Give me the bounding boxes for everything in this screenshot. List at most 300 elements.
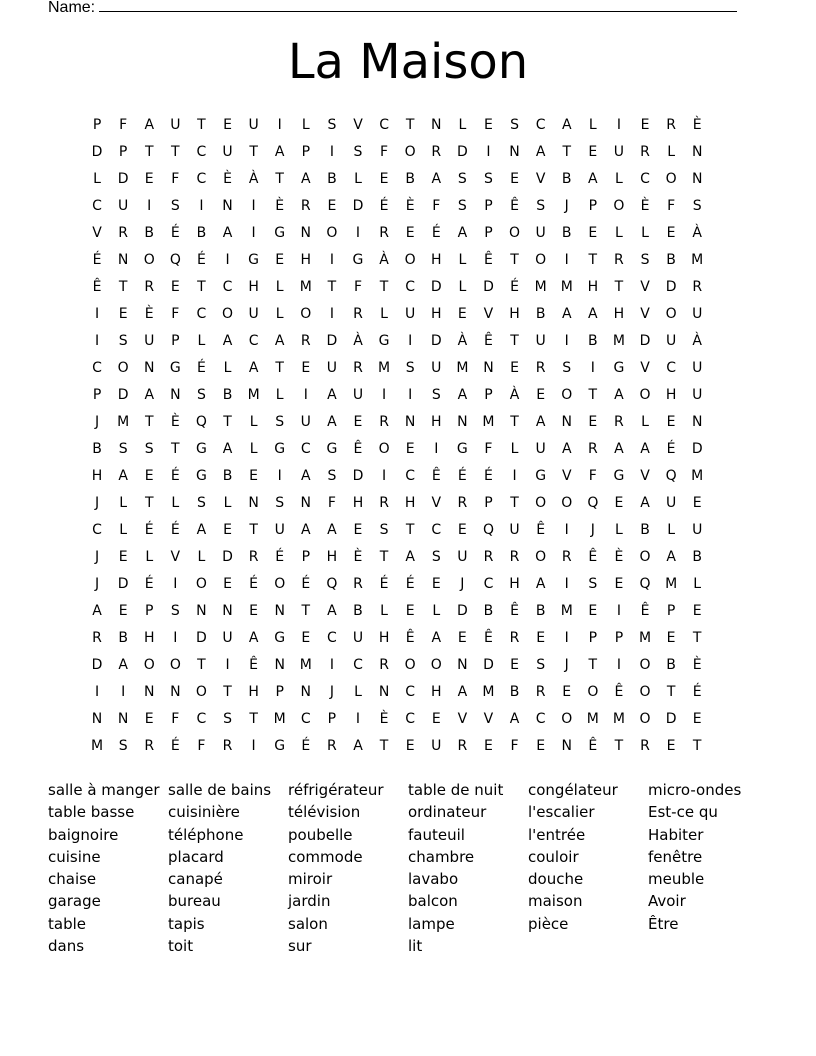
page-title: La Maison: [287, 34, 529, 90]
grid-letter: L: [197, 549, 206, 565]
grid-letter: B: [535, 306, 546, 322]
grid-letter: M: [482, 414, 495, 430]
grid-letter: I: [355, 225, 361, 241]
grid-letter: O: [300, 306, 312, 322]
grid-letter: É: [144, 522, 154, 538]
grid-letter: T: [249, 144, 258, 160]
grid-row: [84, 679, 710, 706]
grid-letter: D: [117, 171, 129, 187]
grid-letter: E: [405, 738, 415, 754]
grid-letter: Ê: [353, 441, 363, 457]
grid-letter: H: [665, 387, 677, 403]
grid-letter: É: [692, 684, 702, 700]
grid-letter: T: [197, 117, 206, 133]
grid-letter: E: [692, 603, 702, 619]
grid-letter: P: [275, 684, 284, 700]
grid-letter: S: [431, 549, 441, 565]
grid-letter: A: [301, 468, 311, 484]
grid-letter: U: [535, 333, 546, 349]
grid-letter: M: [612, 333, 625, 349]
grid-letter: M: [247, 387, 260, 403]
grid-letter: M: [273, 711, 286, 727]
grid-letter: H: [143, 630, 155, 646]
grid-letter: F: [353, 279, 363, 295]
grid-letter: B: [561, 171, 572, 187]
grid-letter: M: [638, 630, 652, 646]
grid-letter: L: [458, 117, 467, 133]
grid-letter: E: [223, 117, 232, 133]
grid-letter: S: [405, 360, 415, 376]
grid-letter: R: [640, 738, 650, 754]
grid-letter: È: [353, 549, 363, 565]
grid-letter: È: [275, 198, 285, 214]
grid-letter: N: [691, 144, 703, 160]
grid-letter: J: [329, 684, 334, 700]
grid-letter: R: [692, 279, 703, 295]
grid-letter: B: [353, 603, 363, 619]
grid-letter: T: [301, 603, 311, 619]
grid-letter: T: [510, 333, 519, 349]
grid-letter: E: [301, 630, 311, 646]
grid-row: [84, 166, 710, 193]
grid-letter: S: [170, 198, 180, 214]
grid-letter: H: [613, 306, 625, 322]
grid-letter: E: [327, 198, 337, 214]
grid-row: [84, 625, 710, 652]
grid-letter: L: [119, 495, 128, 511]
grid-letter: E: [588, 225, 598, 241]
grid-letter: H: [352, 495, 364, 511]
grid-letter: L: [301, 117, 310, 133]
grid-letter: T: [144, 144, 154, 160]
grid-letter: L: [615, 171, 623, 187]
grid-letter: I: [329, 306, 334, 322]
word-item: maison: [528, 892, 583, 911]
grid-letter: Ê: [484, 252, 493, 268]
grid-letter: E: [144, 171, 154, 187]
grid-letter: T: [666, 684, 676, 700]
grid-letter: O: [535, 252, 547, 268]
grid-letter: A: [92, 603, 102, 619]
grid-letter: L: [380, 306, 388, 322]
grid-letter: À: [692, 225, 702, 241]
grid-letter: Q: [169, 252, 181, 268]
grid-letter: Q: [195, 414, 207, 430]
grid-letter: A: [301, 522, 311, 538]
grid-letter: A: [222, 333, 233, 349]
grid-letter: N: [483, 360, 494, 376]
grid-letter: B: [327, 171, 337, 187]
word-column: [288, 779, 408, 957]
word-item: placard: [168, 847, 224, 866]
word-item: poubelle: [288, 825, 353, 844]
grid-letter: O: [665, 171, 677, 187]
grid-letter: O: [587, 684, 599, 700]
word-item: sur: [288, 937, 312, 956]
grid-letter: B: [588, 333, 598, 349]
grid-letter: H: [587, 279, 599, 295]
grid-letter: C: [196, 144, 207, 160]
grid-letter: S: [144, 441, 154, 457]
grid-row: [84, 571, 710, 598]
grid-letter: G: [613, 468, 625, 484]
grid-letter: V: [457, 711, 468, 727]
grid-letter: O: [639, 549, 651, 565]
grid-letter: H: [248, 279, 259, 295]
grid-letter: T: [171, 144, 180, 160]
grid-letter: Ê: [484, 630, 493, 646]
grid-letter: E: [353, 522, 363, 538]
grid-letter: U: [692, 360, 703, 376]
grid-letter: N: [457, 657, 468, 673]
grid-letter: N: [170, 387, 181, 403]
word-list: [48, 779, 768, 957]
grid-letter: F: [119, 117, 128, 133]
grid-letter: U: [665, 495, 677, 511]
grid-letter: Ê: [588, 738, 598, 754]
word-item: table de nuit: [408, 781, 504, 799]
grid-letter: T: [327, 279, 337, 295]
grid-row: [84, 544, 710, 571]
grid-letter: D: [430, 279, 442, 295]
grid-letter: I: [564, 576, 569, 592]
grid-letter: H: [300, 252, 312, 268]
grid-letter: À: [509, 387, 520, 403]
grid-letter: Ê: [536, 522, 546, 538]
grid-letter: È: [614, 549, 624, 565]
word-item: garage: [48, 892, 101, 911]
grid-letter: E: [510, 171, 519, 187]
grid-letter: I: [329, 144, 334, 160]
grid-letter: V: [483, 711, 494, 727]
grid-letter: S: [457, 198, 467, 214]
grid-letter: E: [614, 495, 624, 511]
grid-letter: T: [144, 495, 154, 511]
grid-letter: B: [509, 684, 520, 700]
grid-letter: E: [536, 387, 546, 403]
word-item: salle de bains: [168, 781, 272, 799]
word-item: Avoir: [648, 892, 686, 911]
grid-letter: O: [117, 360, 129, 376]
grid-letter: U: [692, 387, 703, 403]
grid-letter: A: [405, 549, 415, 565]
grid-letter: L: [249, 414, 258, 430]
grid-letter: F: [432, 198, 441, 214]
grid-letter: R: [92, 630, 102, 646]
grid-letter: F: [667, 198, 676, 214]
grid-letter: A: [327, 387, 337, 403]
grid-letter: R: [587, 441, 598, 457]
grid-letter: D: [483, 657, 494, 673]
word-item: table basse: [48, 803, 135, 822]
grid-letter: É: [484, 468, 493, 484]
grid-letter: A: [118, 468, 128, 484]
grid-letter: É: [510, 279, 519, 295]
grid-letter: À: [692, 333, 702, 349]
grid-letter: A: [457, 387, 468, 403]
grid-letter: O: [613, 198, 625, 214]
grid-letter: T: [379, 549, 389, 565]
grid-letter: D: [352, 198, 364, 214]
grid-letter: T: [614, 279, 624, 295]
grid-letter: I: [564, 333, 569, 349]
grid-letter: O: [665, 306, 677, 322]
grid-letter: È: [692, 117, 702, 133]
grid-letter: I: [251, 738, 256, 754]
grid-letter: E: [457, 630, 467, 646]
grid-letter: E: [588, 144, 598, 160]
grid-letter: U: [118, 198, 129, 214]
grid-letter: R: [666, 117, 676, 133]
grid-letter: C: [196, 171, 207, 187]
grid-letter: P: [484, 387, 493, 403]
grid-letter: C: [405, 711, 416, 727]
grid-letter: G: [195, 468, 207, 484]
grid-letter: D: [91, 144, 103, 160]
grid-letter: L: [510, 441, 519, 457]
grid-letter: U: [352, 387, 364, 403]
word-item: meuble: [648, 870, 705, 889]
grid-letter: A: [118, 657, 128, 673]
grid-letter: E: [692, 711, 702, 727]
word-item: chambre: [408, 847, 475, 866]
grid-letter: O: [326, 225, 338, 241]
grid-letter: Ê: [510, 198, 519, 214]
grid-letter: C: [535, 711, 546, 727]
grid-letter: I: [382, 387, 387, 403]
grid-letter: F: [197, 738, 206, 754]
grid-letter: A: [561, 441, 572, 457]
grid-letter: V: [170, 549, 181, 565]
grid-letter: S: [327, 117, 337, 133]
grid-letter: C: [405, 279, 416, 295]
grid-letter: E: [484, 738, 493, 754]
grid-letter: N: [404, 414, 416, 430]
grid-letter: M: [482, 684, 495, 700]
grid-letter: L: [615, 522, 623, 538]
grid-letter: M: [378, 360, 391, 376]
grid-letter: A: [588, 171, 598, 187]
grid-letter: S: [353, 144, 363, 160]
grid-letter: T: [144, 414, 154, 430]
grid-letter: L: [693, 576, 702, 592]
grid-letter: E: [431, 711, 441, 727]
grid-letter: H: [431, 252, 442, 268]
grid-letter: T: [275, 360, 284, 376]
grid-letter: M: [612, 711, 625, 727]
grid-letter: A: [196, 522, 207, 538]
grid-letter: A: [274, 144, 285, 160]
grid-letter: I: [303, 387, 308, 403]
grid-letter: É: [196, 252, 206, 268]
grid-letter: C: [353, 657, 363, 673]
word-column: [648, 779, 768, 957]
grid-letter: O: [430, 657, 442, 673]
grid-letter: S: [327, 468, 337, 484]
grid-letter: U: [457, 549, 468, 565]
grid-letter: I: [277, 468, 282, 484]
grid-letter: R: [457, 738, 468, 754]
grid-letter: P: [92, 117, 102, 133]
grid-letter: V: [431, 495, 442, 511]
grid-letter: Q: [482, 522, 494, 538]
grid-letter: R: [327, 738, 337, 754]
grid-letter: H: [431, 414, 442, 430]
grid-letter: U: [692, 522, 703, 538]
grid-letter: P: [171, 333, 180, 349]
grid-row: [84, 139, 710, 166]
grid-letter: R: [379, 414, 389, 430]
grid-letter: Ê: [431, 468, 441, 484]
grid-letter: L: [588, 117, 597, 133]
grid-letter: L: [249, 441, 258, 457]
grid-letter: J: [564, 657, 569, 673]
grid-letter: A: [248, 360, 259, 376]
grid-letter: R: [118, 225, 128, 241]
name-label: Name:: [48, 0, 96, 16]
grid-letter: Ê: [614, 684, 624, 700]
grid-letter: È: [405, 198, 415, 214]
grid-letter: E: [223, 576, 232, 592]
grid-letter: É: [196, 360, 206, 376]
grid-letter: C: [196, 306, 207, 322]
grid-letter: N: [143, 360, 155, 376]
word-item: l'entrée: [528, 825, 586, 844]
grid-letter: T: [197, 279, 206, 295]
grid-letter: S: [196, 387, 206, 403]
grid-letter: B: [640, 522, 650, 538]
grid-letter: T: [510, 414, 519, 430]
grid-letter: È: [144, 306, 154, 322]
grid-letter: I: [199, 198, 204, 214]
grid-letter: O: [639, 657, 651, 673]
grid-letter: I: [564, 630, 569, 646]
grid-letter: T: [588, 252, 598, 268]
grid-letter: É: [666, 441, 676, 457]
word-column: [408, 779, 528, 957]
grid-letter: G: [274, 738, 286, 754]
grid-letter: T: [197, 657, 206, 673]
grid-letter: B: [483, 603, 494, 619]
grid-letter: P: [301, 549, 311, 565]
grid-letter: I: [408, 387, 413, 403]
grid-letter: R: [353, 576, 363, 592]
grid-letter: I: [616, 657, 621, 673]
grid-letter: E: [405, 441, 415, 457]
grid-letter: P: [588, 198, 598, 214]
grid-letter: E: [249, 603, 259, 619]
word-item: commode: [288, 847, 363, 866]
grid-letter: T: [588, 657, 598, 673]
grid-letter: E: [405, 603, 415, 619]
grid-letter: L: [641, 414, 649, 430]
name-field: [48, 0, 737, 17]
grid-letter: H: [404, 495, 416, 511]
grid-letter: À: [248, 171, 259, 187]
grid-letter: S: [562, 360, 572, 376]
grid-letter: G: [169, 360, 181, 376]
grid-letter: À: [379, 252, 389, 268]
word-item: couloir: [528, 847, 579, 866]
grid-letter: G: [274, 441, 286, 457]
grid-letter: Q: [326, 576, 338, 592]
grid-letter: A: [640, 441, 650, 457]
grid-letter: S: [640, 252, 650, 268]
grid-letter: N: [274, 603, 285, 619]
grid-letter: H: [431, 306, 442, 322]
grid-letter: T: [562, 144, 572, 160]
grid-letter: E: [144, 711, 154, 727]
grid-letter: I: [564, 252, 569, 268]
grid-letter: O: [535, 495, 547, 511]
grid-letter: V: [640, 468, 650, 484]
word-item: ordinateur: [408, 803, 487, 822]
grid-letter: A: [457, 684, 468, 700]
grid-letter: C: [405, 684, 416, 700]
grid-letter: S: [457, 171, 467, 187]
word-item: lit: [408, 937, 423, 956]
grid-row: [84, 328, 710, 355]
grid-letter: N: [457, 414, 468, 430]
grid-letter: O: [561, 495, 573, 511]
grid-letter: V: [640, 306, 650, 322]
grid-letter: É: [249, 576, 259, 592]
grid-letter: O: [195, 684, 207, 700]
grid-letter: I: [94, 333, 100, 349]
grid-letter: C: [666, 360, 676, 376]
grid-letter: O: [404, 657, 416, 673]
grid-letter: I: [251, 225, 256, 241]
word-item: cuisinière: [168, 803, 240, 822]
word-item: salon: [288, 914, 328, 933]
grid-letter: E: [457, 306, 467, 322]
grid-letter: N: [222, 198, 233, 214]
grid-letter: H: [509, 306, 520, 322]
word-item: Être: [648, 914, 679, 933]
grid-letter: E: [666, 630, 676, 646]
grid-letter: T: [118, 279, 128, 295]
grid-letter: E: [431, 576, 441, 592]
grid-letter: T: [614, 738, 624, 754]
grid-letter: O: [143, 657, 155, 673]
grid-letter: U: [144, 333, 155, 349]
grid-letter: V: [535, 171, 546, 187]
grid-row: [84, 220, 710, 247]
grid-letter: A: [614, 387, 624, 403]
grid-letter: M: [299, 657, 312, 673]
grid-row: [84, 355, 710, 382]
grid-letter: O: [169, 657, 181, 673]
grid-letter: D: [665, 279, 677, 295]
grid-letter: E: [118, 306, 128, 322]
grid-letter: N: [561, 738, 572, 754]
grid-letter: É: [405, 576, 415, 592]
grid-letter: P: [327, 711, 337, 727]
grid-letter: O: [561, 711, 573, 727]
grid-letter: G: [613, 360, 625, 376]
grid-letter: É: [170, 468, 180, 484]
grid-letter: M: [560, 603, 573, 619]
grid-letter: C: [248, 333, 259, 349]
grid-letter: S: [196, 495, 206, 511]
grid-letter: S: [118, 333, 128, 349]
grid-letter: E: [484, 117, 493, 133]
grid-letter: R: [300, 198, 311, 214]
grid-letter: U: [326, 360, 338, 376]
grid-letter: I: [329, 657, 334, 673]
grid-letter: J: [94, 414, 100, 430]
grid-letter: M: [456, 360, 469, 376]
